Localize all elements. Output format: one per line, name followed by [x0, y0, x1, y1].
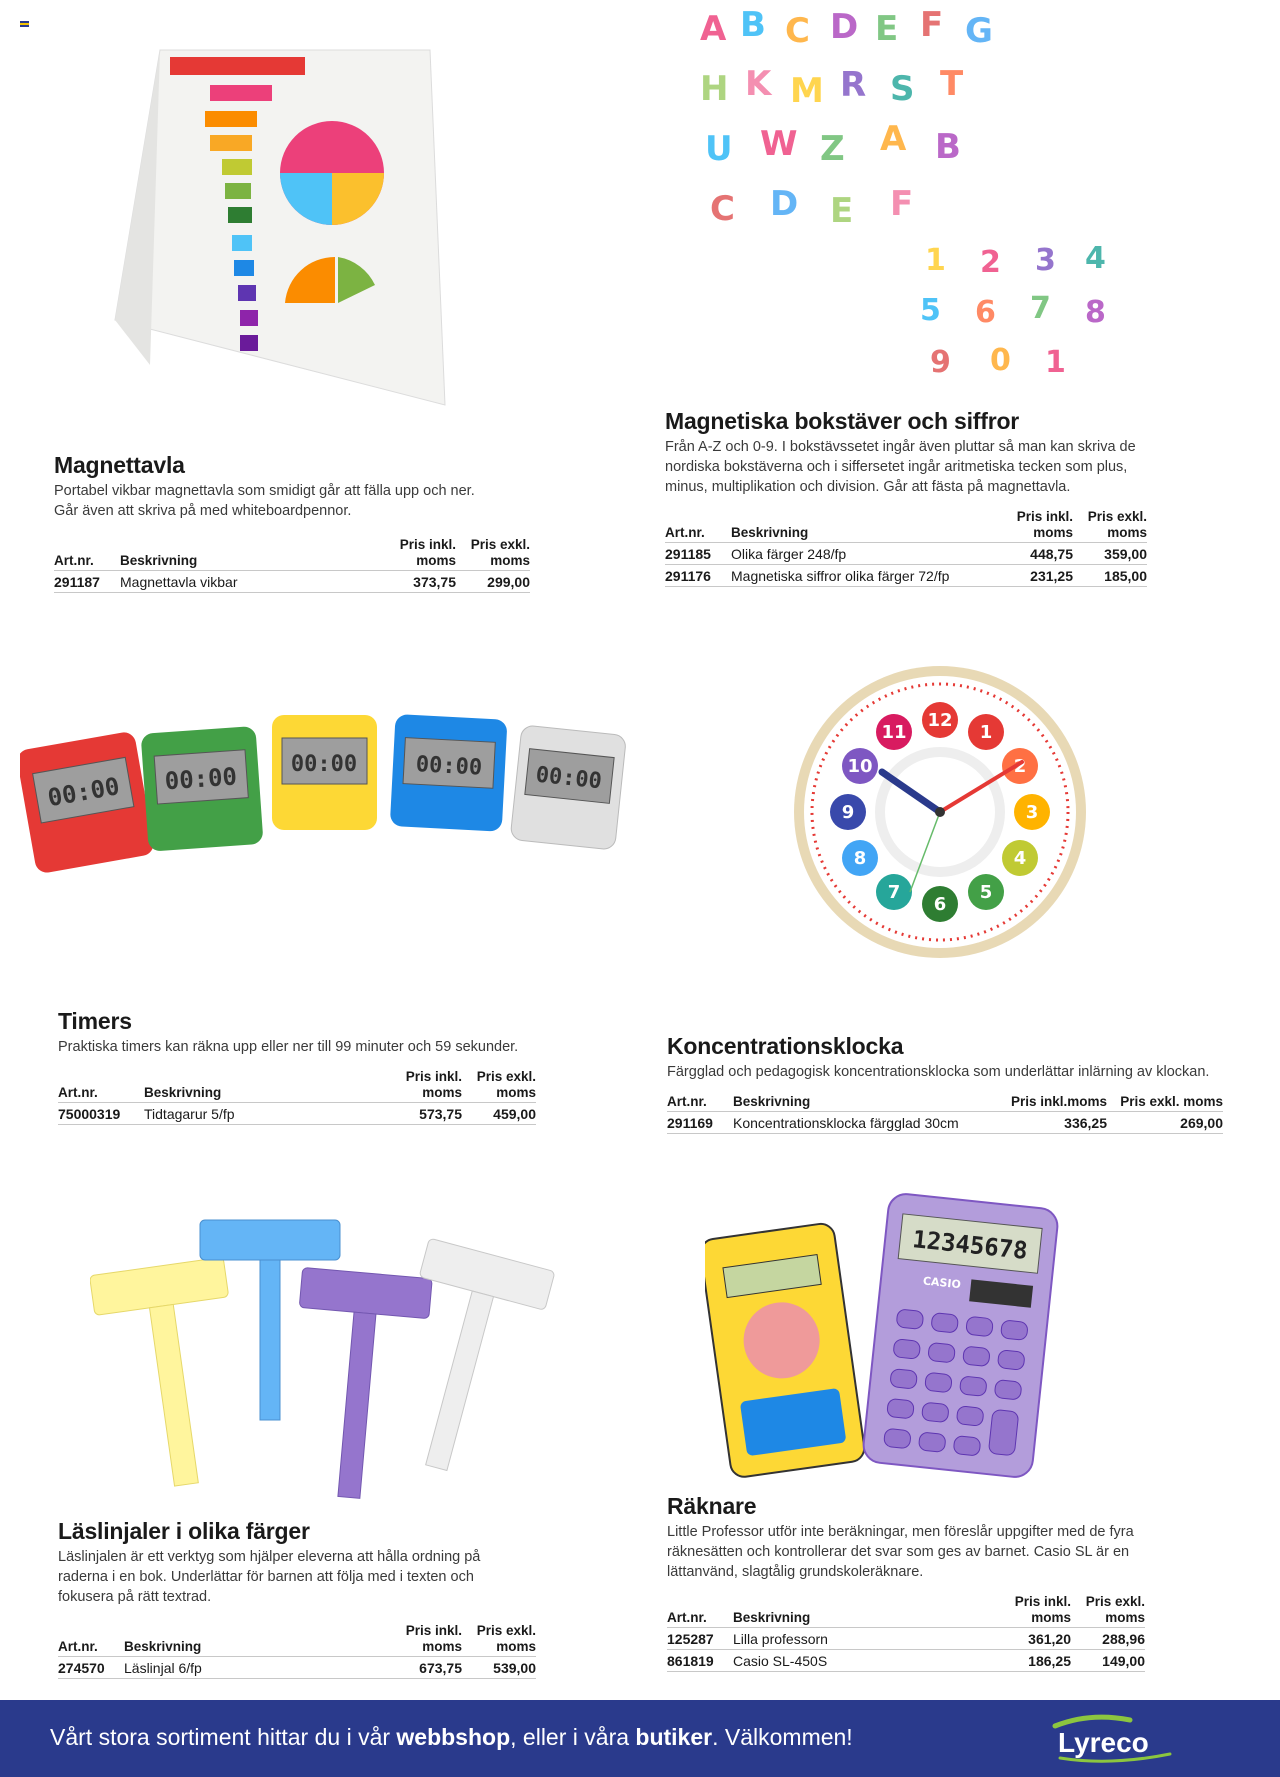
cell-desc: Casio SL-450S	[733, 1650, 1001, 1672]
product-title: Läslinjaler i olika färger	[58, 1518, 310, 1544]
letter-glyph: H	[700, 69, 729, 109]
letter-glyph: C	[710, 189, 735, 229]
letter-glyph: M	[790, 71, 824, 111]
butiker-link[interactable]: butiker	[635, 1724, 713, 1750]
header-art: Art.nr.	[667, 1594, 733, 1628]
letter-glyph: A	[880, 119, 907, 159]
cell-desc: Lilla professorn	[733, 1628, 1001, 1650]
letter-glyph: F	[890, 184, 914, 224]
cell-art: 274570	[58, 1657, 124, 1679]
logo-text: Lyreco	[1058, 1727, 1149, 1758]
letter-glyph: G	[965, 11, 993, 51]
table-row	[58, 1103, 536, 1125]
product-description: Läslinjalen är ett verktyg som hjälper eleverna att hålla ordning på raderna i en bok. Underlättar för barnen att följa med i texten och fokusera på rätt textrad.	[58, 1549, 481, 1605]
header-art: Art.nr.	[58, 1623, 124, 1657]
letter-glyph: B	[740, 5, 766, 45]
header-exkl: Pris exkl. moms	[462, 1069, 536, 1103]
calculator-brand: CASIO	[922, 1274, 962, 1292]
digit-glyph: 1	[925, 243, 946, 278]
clock-number: 3	[1025, 802, 1039, 823]
product-title: Koncentrationsklocka	[667, 1033, 904, 1059]
product-title: Timers	[58, 1008, 132, 1034]
header-inkl: Pris inkl. moms	[392, 1069, 462, 1103]
table-row	[58, 1657, 536, 1679]
letter-glyph: B	[935, 127, 961, 167]
timer-display: 00:00	[45, 772, 122, 813]
cell-art: 291176	[665, 565, 731, 587]
letter-glyph: D	[830, 7, 859, 47]
header-exkl: Pris exkl. moms	[462, 1623, 536, 1657]
header-exkl: Pris exkl. moms	[1073, 509, 1147, 543]
clock-number: 5	[979, 882, 993, 903]
cell-exkl: 299,00	[456, 571, 530, 593]
letter-glyph: A	[700, 9, 727, 49]
footer-text	[50, 1724, 853, 1751]
digit-glyph: 2	[980, 245, 1001, 280]
header-exkl: Pris exkl. moms	[1107, 1094, 1223, 1112]
magnettavla-section	[54, 452, 534, 593]
product-title: Magnetiska bokstäver och siffror	[665, 408, 1020, 434]
header-exkl: Pris exkl. moms	[456, 537, 530, 571]
header-exkl: Pris exkl. moms	[1071, 1594, 1145, 1628]
footer-text-part: , eller i våra	[510, 1724, 636, 1750]
cell-inkl: 336,25	[1007, 1112, 1107, 1134]
product-title: Magnettavla	[54, 452, 185, 478]
cell-inkl: 231,25	[1003, 565, 1073, 587]
timer-display: 00:00	[163, 762, 238, 796]
digit-glyph: 8	[1085, 295, 1106, 330]
table-row	[667, 1628, 1145, 1650]
letter-glyph: W	[760, 124, 798, 164]
cell-inkl: 361,20	[1001, 1628, 1071, 1650]
header-inkl: Pris inkl. moms	[386, 537, 456, 571]
digit-glyph: 6	[975, 295, 996, 330]
clock-number: 11	[881, 722, 907, 743]
cell-exkl: 149,00	[1071, 1650, 1145, 1672]
header-art: Art.nr.	[58, 1069, 144, 1103]
cell-exkl: 359,00	[1073, 543, 1147, 565]
cell-desc: Olika färger 248/fp	[731, 543, 1003, 565]
reading-rulers-image	[90, 1210, 570, 1510]
cell-art: 75000319	[58, 1103, 144, 1125]
cell-desc: Tidtagarur 5/fp	[144, 1103, 392, 1125]
table-row	[54, 571, 530, 593]
digit-glyph: 4	[1085, 241, 1106, 276]
product-description: Färgglad och pedagogisk koncentrationsklocka som underlättar inlärning av klockan.	[667, 1064, 1210, 1080]
magnettavla-image	[110, 45, 450, 425]
letter-glyph: K	[745, 64, 772, 104]
magnetic-letters-image	[690, 0, 1140, 390]
letter-glyph: F	[920, 5, 944, 45]
timers-section	[58, 1008, 538, 1125]
clock-number: 10	[847, 756, 873, 777]
header-art: Art.nr.	[665, 509, 731, 543]
cell-desc: Magnetiska siffror olika färger 72/fp	[731, 565, 1003, 587]
letter-glyph: R	[840, 65, 867, 105]
product-title: Räknare	[667, 1493, 757, 1519]
cell-exkl: 459,00	[462, 1103, 536, 1125]
table-row	[665, 543, 1147, 565]
price-table	[665, 509, 1147, 587]
flag-icon	[20, 21, 29, 27]
clock-number: 7	[887, 882, 901, 903]
letter-glyph: D	[770, 184, 799, 224]
digit-glyph: 9	[930, 345, 951, 380]
footer-text-part: . Välkommen!	[712, 1724, 853, 1750]
clock-number: 8	[853, 848, 867, 869]
price-table	[58, 1069, 536, 1125]
clock-number: 1	[979, 722, 993, 743]
letter-glyph: E	[875, 9, 899, 49]
clock-number: 6	[933, 894, 947, 915]
letter-glyph: T	[940, 64, 964, 104]
digit-glyph: 7	[1030, 291, 1051, 326]
cell-desc: Koncentrationsklocka färgglad 30cm	[733, 1112, 1007, 1134]
cell-desc: Läslinjal 6/fp	[124, 1657, 392, 1679]
raknare-section	[667, 1493, 1157, 1672]
digit-glyph: 5	[920, 293, 941, 328]
product-description: Little Professor utför inte beräkningar, men föreslår uppgifter med de fyra räknesätten och kontrollerar det svar som ges av barnet. Casio SL är en lättanvänd, slagtålig grundskoleräknare.	[667, 1524, 1134, 1580]
timer-display: 00:00	[290, 752, 358, 777]
clock-number: 12	[927, 710, 953, 731]
cell-art: 291169	[667, 1112, 733, 1134]
cell-inkl: 673,75	[392, 1657, 462, 1679]
clock-number: 4	[1013, 848, 1027, 869]
cell-inkl: 186,25	[1001, 1650, 1071, 1672]
bokstaver-section	[665, 408, 1145, 587]
footer-text-part: Vårt stora sortiment hittar du i vår	[50, 1724, 397, 1750]
cell-exkl: 269,00	[1107, 1112, 1223, 1134]
laslinjaler-section	[58, 1518, 538, 1679]
header-art: Art.nr.	[667, 1094, 733, 1112]
price-table	[54, 537, 530, 593]
calculator-display: 12345678	[911, 1225, 1029, 1266]
webbshop-link[interactable]: webbshop	[396, 1724, 511, 1750]
letter-glyph: E	[830, 191, 854, 231]
price-table	[58, 1623, 536, 1679]
clock-number: 9	[841, 802, 855, 823]
timer-display: 00:00	[415, 752, 483, 781]
header-desc: Beskrivning	[120, 537, 386, 571]
timer-display: 00:00	[534, 762, 603, 795]
product-description: Praktiska timers kan räkna upp eller ner till 99 minuter och 59 sekunder.	[58, 1039, 519, 1055]
cell-inkl: 448,75	[1003, 543, 1073, 565]
header-inkl: Pris inkl. moms	[392, 1623, 462, 1657]
cell-art: 291187	[54, 571, 120, 593]
cell-desc: Magnettavla vikbar	[120, 571, 386, 593]
header-inkl: Pris inkl.moms	[1007, 1094, 1107, 1112]
digit-glyph: 1	[1045, 345, 1066, 380]
calculators-image	[705, 1190, 1065, 1500]
header-desc: Beskrivning	[124, 1623, 392, 1657]
price-table	[667, 1594, 1145, 1672]
price-table	[667, 1094, 1223, 1134]
cell-art: 861819	[667, 1650, 733, 1672]
timers-image	[20, 705, 640, 895]
lyreco-logo[interactable]	[1050, 1714, 1180, 1764]
letter-glyph: C	[785, 11, 810, 51]
cell-inkl: 373,75	[386, 571, 456, 593]
cell-exkl: 288,96	[1071, 1628, 1145, 1650]
header-inkl: Pris inkl. moms	[1003, 509, 1073, 543]
cell-art: 291185	[665, 543, 731, 565]
product-description: Från A-Z och 0-9. I bokstävssetet ingår även pluttar så man kan skriva de nordiska bokstäverna och i siffersetet ingår aritmetiska tecken som plus, minus, multiplikation och division. Går att fästa på magnettavla.	[665, 439, 1136, 495]
cell-exkl: 185,00	[1073, 565, 1147, 587]
table-row	[665, 565, 1147, 587]
table-row	[667, 1650, 1145, 1672]
cell-exkl: 539,00	[462, 1657, 536, 1679]
header-desc: Beskrivning	[731, 509, 1003, 543]
footer-banner	[0, 1700, 1280, 1777]
digit-glyph: 3	[1035, 243, 1056, 278]
header-desc: Beskrivning	[144, 1069, 392, 1103]
header-art: Art.nr.	[54, 537, 120, 571]
cell-inkl: 573,75	[392, 1103, 462, 1125]
product-description: Portabel vikbar magnettavla som smidigt går att fälla upp och ner. Går även att skriva på med whiteboardpennor.	[54, 483, 475, 519]
header-desc: Beskrivning	[733, 1594, 1001, 1628]
digit-glyph: 0	[990, 343, 1011, 378]
header-inkl: Pris inkl. moms	[1001, 1594, 1071, 1628]
table-row	[667, 1112, 1223, 1134]
klocka-section	[667, 1033, 1227, 1134]
letter-glyph: Z	[820, 129, 845, 169]
letter-glyph: U	[705, 129, 733, 169]
letter-glyph: S	[890, 69, 915, 109]
clock-number: 2	[1013, 756, 1027, 777]
header-desc: Beskrivning	[733, 1094, 1007, 1112]
cell-art: 125287	[667, 1628, 733, 1650]
clock-image	[790, 662, 1090, 962]
